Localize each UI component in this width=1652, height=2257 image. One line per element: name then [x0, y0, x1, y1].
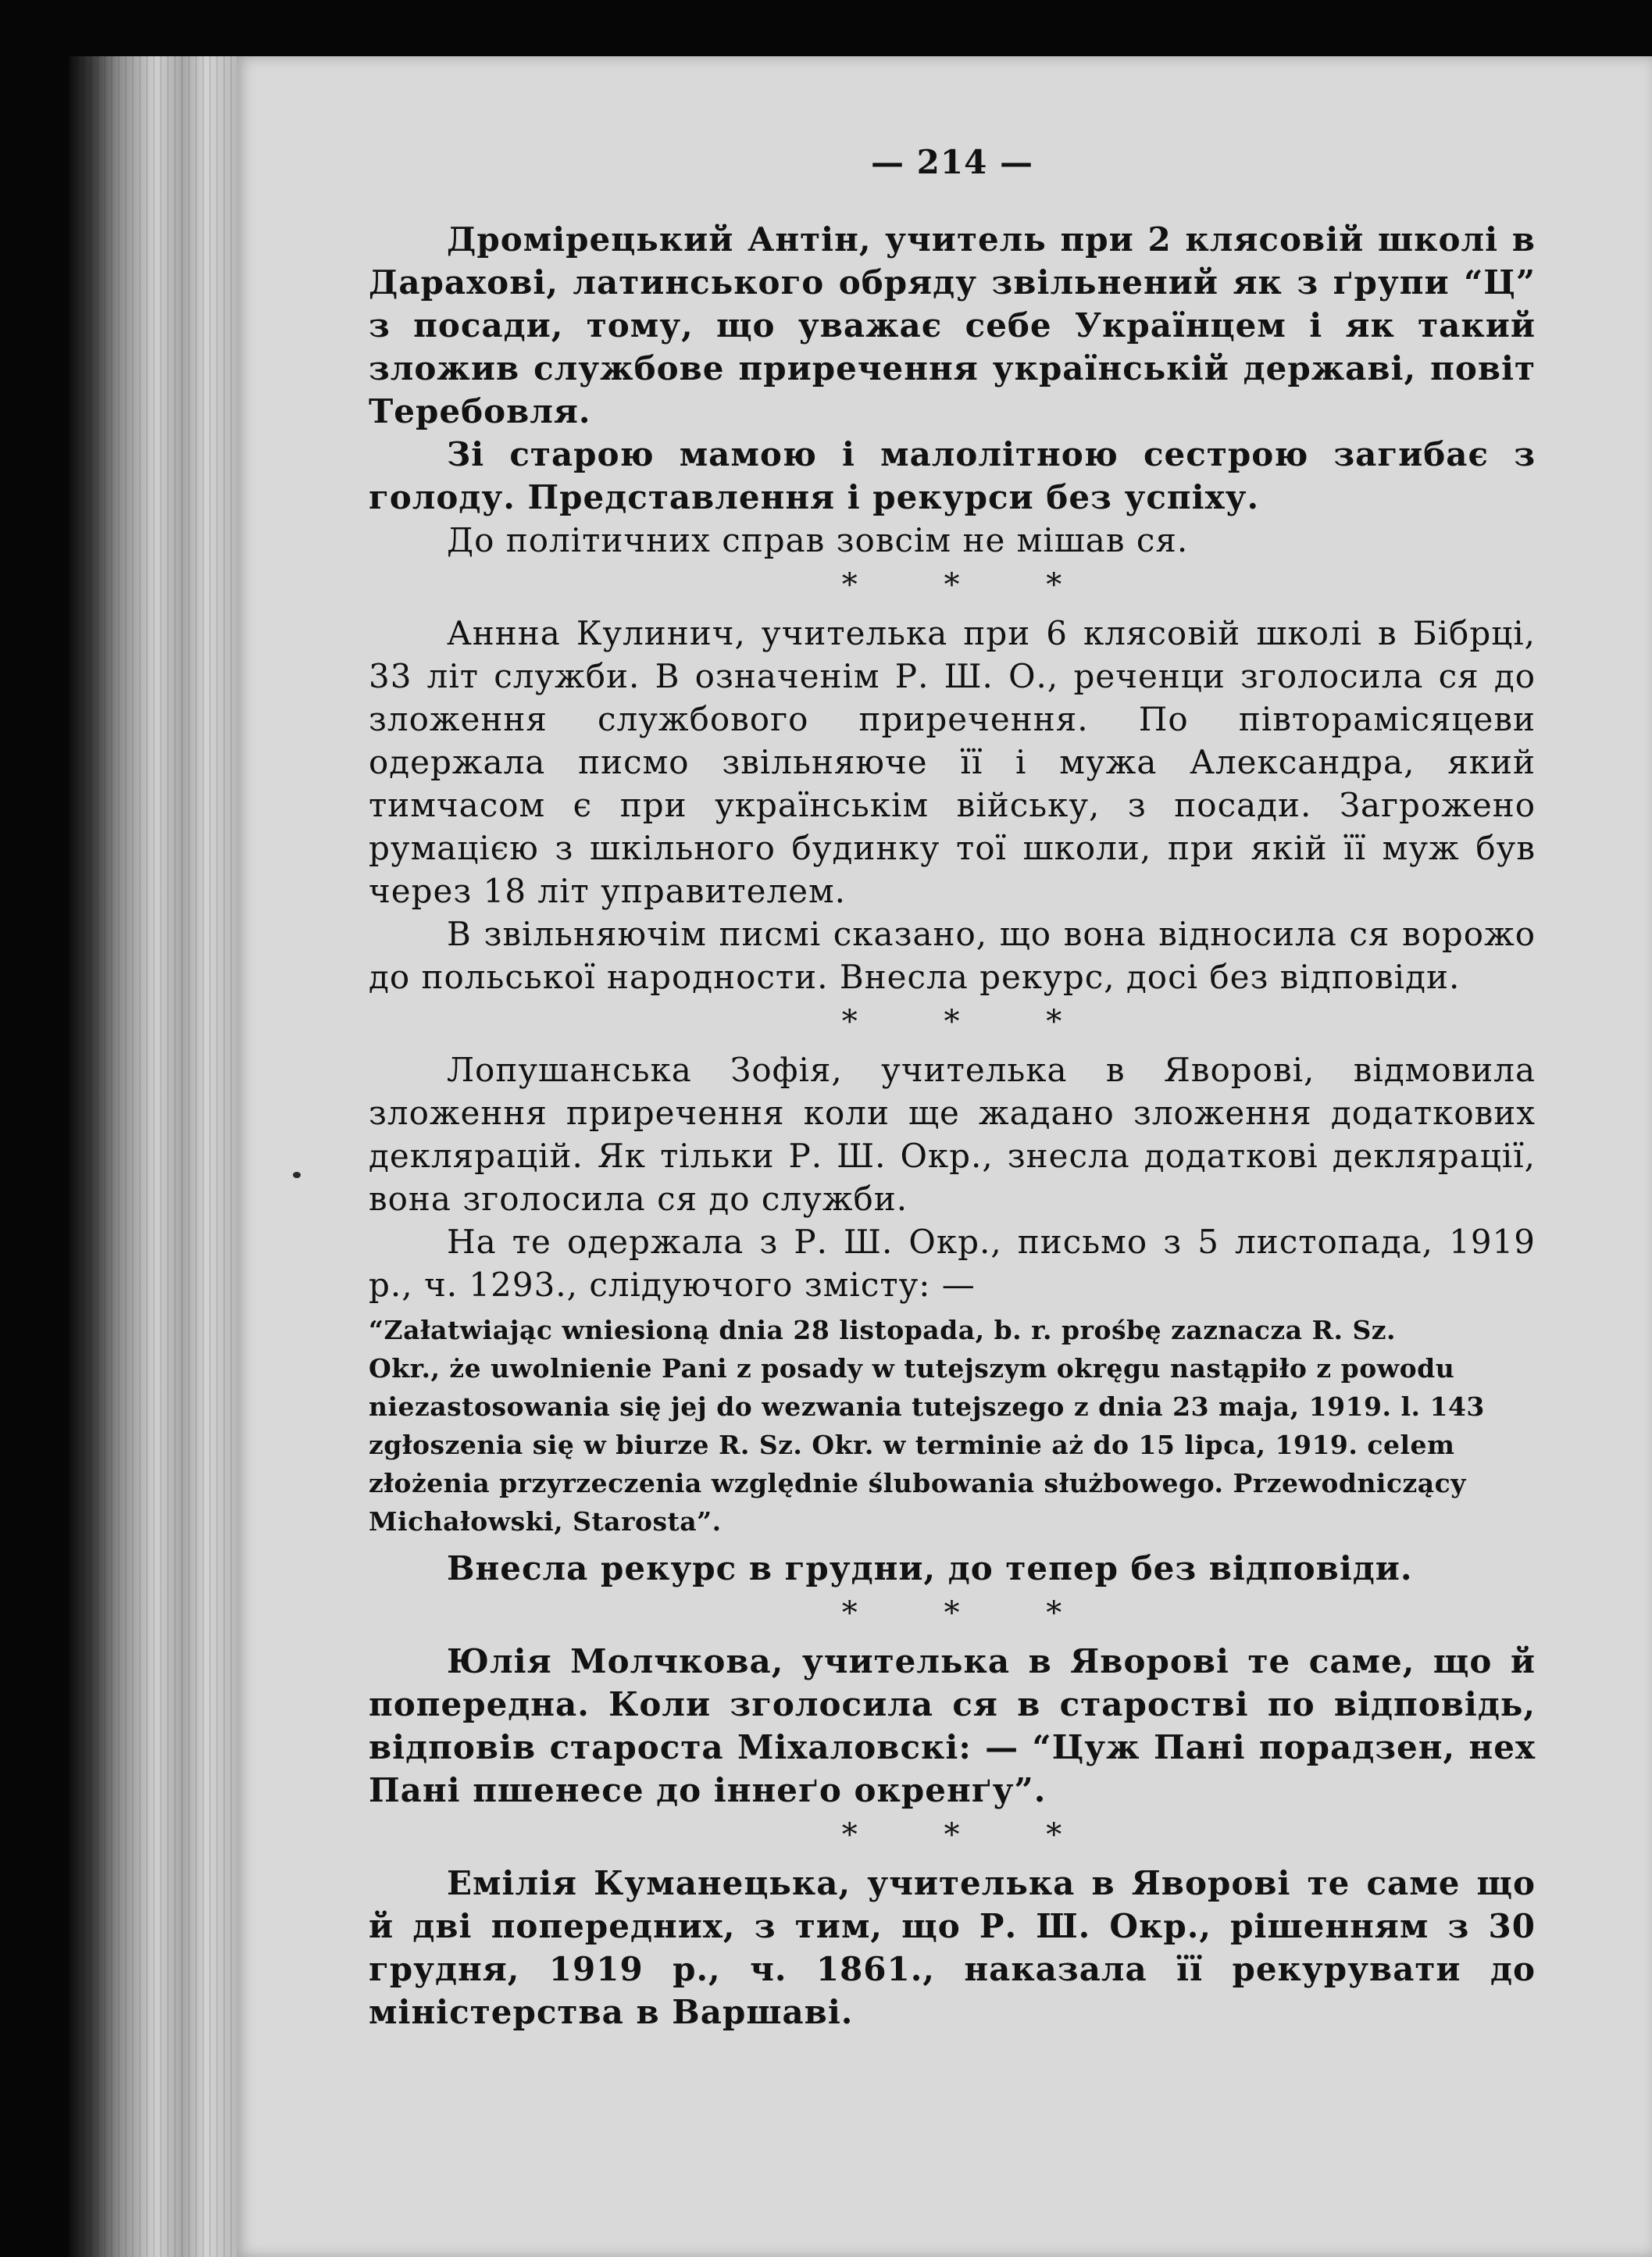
paragraph-dismissal-letter: В звільняючім писмі сказано, що вона відносила ся ворожо до польської народности. Внесла рекурс, досі без відповіди. [369, 915, 1536, 996]
section-separator: * * * [841, 1004, 1063, 1040]
page-text [369, 141, 1536, 2034]
page-number: — 214 — [871, 143, 1033, 181]
paragraph-molchkova: Юлія Молчкова, учителька в Яворові те саме, що й попередна. Коли зголосила ся в старостві по відповідь, відповів староста Міхаловскі: — “Цуж Пані порадзен, нех Пані пшенесе до іннеґо окренґу”. [369, 1642, 1536, 1809]
quote-line: niezastosowania się jej do wezwania tutejszego z dnia 23 maja, 1919. l. 143 [369, 1391, 1485, 1422]
quote-line: złożenia przyrzeczenia względnie ślubowania służbowego. Przewodniczący [369, 1468, 1466, 1498]
paragraph-kumanetska: Емілія Куманецька, учителька в Яворові те саме що й дві попередних, з тим, що Р. Ш. Окр., рішенням з 30 грудня, 1919 р., ч. 1861., наказала її рекурувати до міністерства в Варшаві. [369, 1864, 1536, 2031]
quote-line: Michałowski, Starosta”. [369, 1506, 722, 1537]
quote-line: zgłoszenia się w biurze R. Sz. Okr. w terminie aż do 15 lipca, 1919. celem [369, 1430, 1455, 1460]
paragraph-lopushanska: Лопушанська Зофія, учителька в Яворові, відмовила зложення приречення коли ще жадано зложення додаткових деклярацій. Як тільки Р. Ш. Окр., знесла додаткові деклярації, вона зголосила ся до служби. [369, 1051, 1536, 1218]
section-separator: * * * [841, 1817, 1063, 1853]
polish-letter-quote [369, 1311, 1536, 1541]
quote-line: “Załatwiając wniesioną dnia 28 listopada, b. r. prośbę zaznacza R. Sz. [369, 1315, 1397, 1345]
paragraph-letter-intro: На те одержала з Р. Ш. Окр., письмо з 5 листопада, 1919 р., ч. 1293., слідуючого змісту: — [369, 1223, 1536, 1304]
quote-line: Okr., że uwolnienie Pani z posady w tutejszym okręgu nastąpiło z powodu [369, 1353, 1455, 1384]
paragraph-hunger: Зі старою мамою і малолітною сестрою загибає з голоду. Представлення і рекурси без успіху. [369, 435, 1536, 516]
paragraph-appeal: Внесла рекурс в грудни, до тепер без відповіди. [447, 1549, 1413, 1587]
paragraph-dromiretskyi: Дромірецький Антін, учитель при 2 клясовій школі в Дарахові, латинського обряду звільнений як з ґрупи “Ц” з посади, тому, що уважає себе Українцем і як такий зложив службове приречення українській державі, повіт Теребовля. [369, 220, 1536, 430]
print-speck [293, 1172, 301, 1178]
paragraph-kulynych: Аннна Кулинич, учителька при 6 клясовій школі в Бібрці, 33 літ служби. В означенім Р. Ш. О., реченци зголосила ся до зложення службового приречення. По півторамісяцеви одержала писмо звільняюче її і мужа Александра, який тимчасом є при українськім війську, з посади. Загрожено румацією з шкільного будинку тої школи, при якій її муж був через 18 літ управителем. [369, 614, 1536, 910]
paragraph-politics: До політичних справ зовсім не мішав ся. [447, 521, 1189, 559]
section-separator: * * * [841, 567, 1063, 603]
section-separator: * * * [841, 1595, 1063, 1631]
book-binding-edge [69, 56, 237, 2257]
